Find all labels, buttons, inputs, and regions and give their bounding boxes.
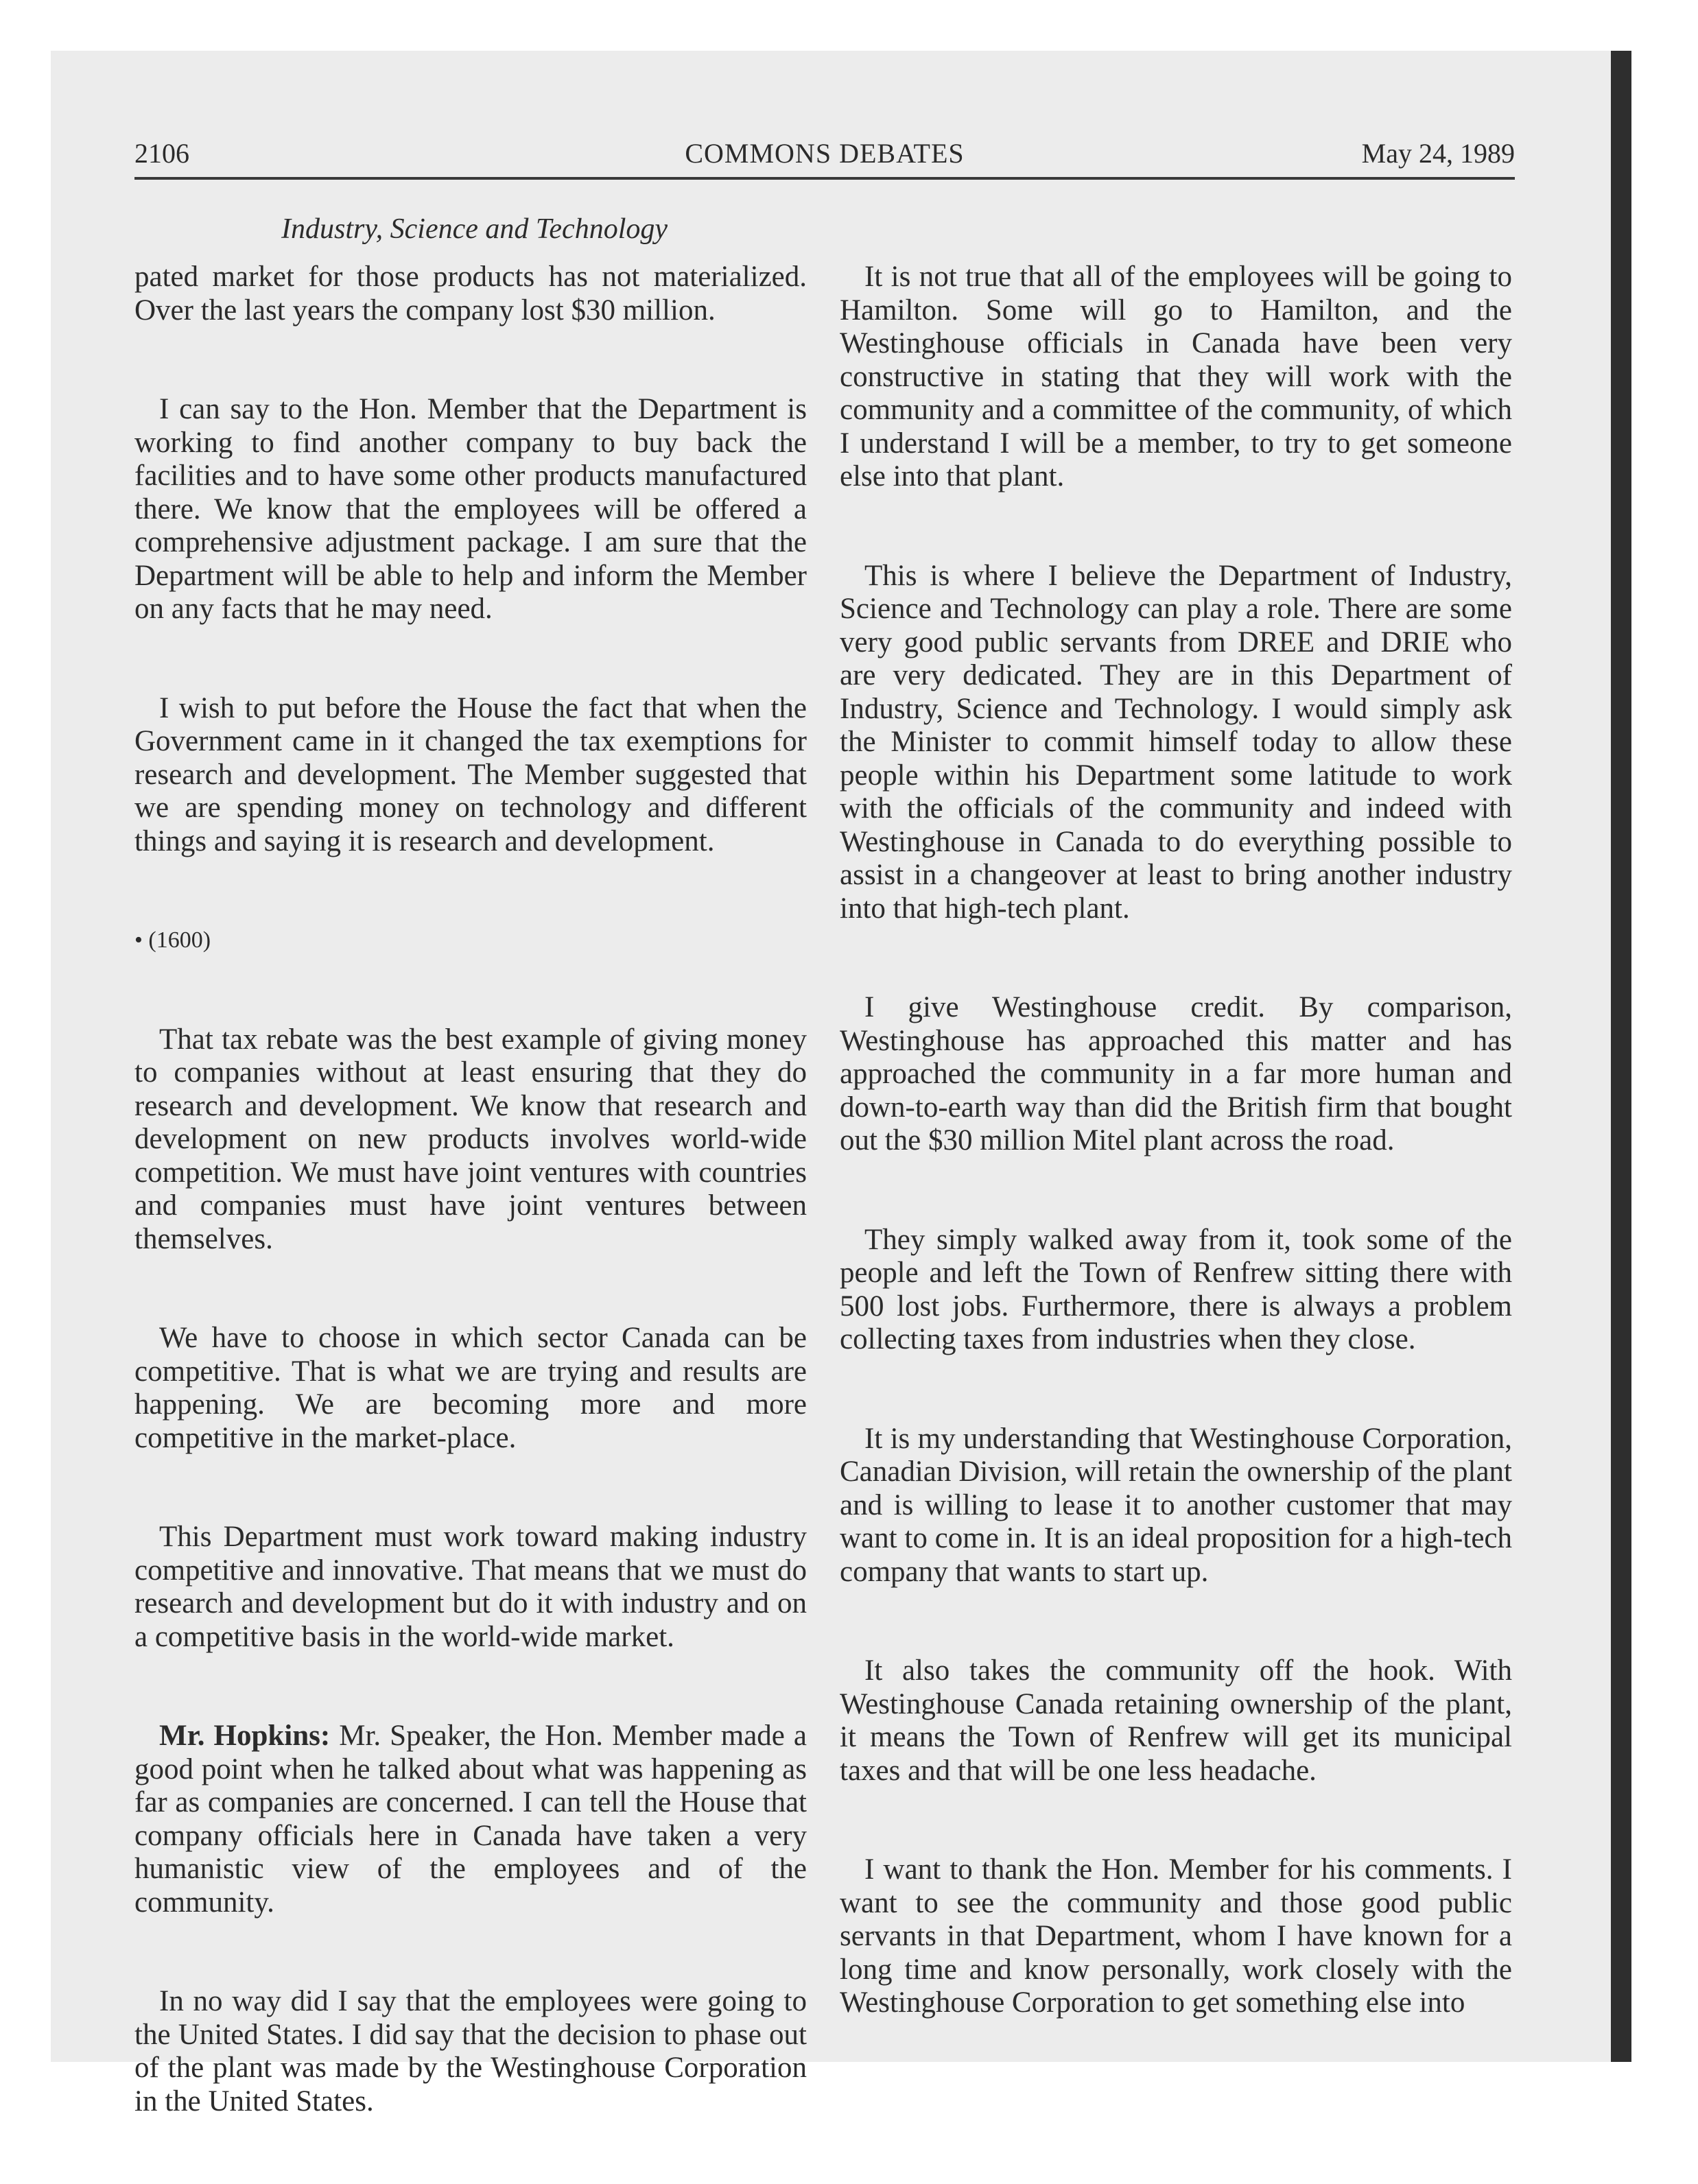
paragraph: This is where I believe the Department of Industry, Science and Technology can play a role. There are some very good public servants from DREE and DRIE who are very dedicated. They are in this Department of Industry, Science and Technology. I would simply ask the Minister to commit himself today to allow these people within his Department some latitude to work with the officials of the community and indeed with Westinghouse in Canada to do everything possible to assist in a changeover at least to bring another industry into that high-tech plant. xyxy=(840,559,1512,925)
paragraph: They simply walked away from it, took some of the people and left the Town of Renfrew sitting there with 500 lost jobs. Furthermore, there is always a problem collecting taxes from industries when they close. xyxy=(840,1223,1512,1355)
section-heading: Industry, Science and Technology xyxy=(281,213,668,245)
right-column xyxy=(840,261,1512,2086)
paragraph: pated market for those products has not materialized. Over the last years the company lost $30 million. xyxy=(134,261,807,327)
paragraph: We have to choose in which sector Canada can be competitive. That is what we are trying and results are happening. We are becoming more and more competitive in the market-place. xyxy=(134,1322,807,1454)
left-column xyxy=(134,261,807,2184)
paragraph: I give Westinghouse credit. By comparison, Westinghouse has approached this matter and has approached the community in a far more human and down-to-earth way than did the British firm that bought out the $30 million Mitel plant across the road. xyxy=(840,991,1512,1156)
paragraph: In no way did I say that the employees were going to the United States. I did say that the decision to phase out of the plant was made by the Westinghouse Corporation in the United States. xyxy=(134,1985,807,2117)
paragraph: It also takes the community off the hook. With Westinghouse Canada retaining ownership of the plant, it means the Town of Renfrew will get its municipal taxes and that will be one less headache. xyxy=(840,1654,1512,1787)
paragraph: It is my understanding that Westinghouse Corporation, Canadian Division, will retain the ownership of the plant and is willing to lease it to another customer that may want to come in. It is an ideal proposition for a high-tech company that wants to start up. xyxy=(840,1422,1512,1588)
paragraph: I wish to put before the House the fact that when the Government came in it changed the tax exemptions for research and development. The Member suggested that we are spending money on technology and different things and saying it is research and development. xyxy=(134,691,807,857)
paragraph: It is not true that all of the employees will be going to Hamilton. Some will go to Hamilton, and the Westinghouse officials in Canada have been very constructive in stating that they will work with the community and a committee of the community, of which I understand I will be a member, to try to get someone else into that plant. xyxy=(840,261,1512,492)
scan-edge-strip xyxy=(1611,51,1631,2062)
header-rule xyxy=(134,177,1515,180)
journal-title: COMMONS DEBATES xyxy=(685,138,965,169)
time-marker: • (1600) xyxy=(134,927,211,953)
speaker-paragraph xyxy=(134,1720,807,1919)
paragraph: I want to thank the Hon. Member for his comments. I want to see the community and those good public servants in that Department, whom I have known for a long time and know personally, work closely with the Westinghouse Corporation to get something else into xyxy=(840,1853,1512,2019)
speaker-text: Mr. Speaker, the Hon. Member made a good point when he talked about what was happening as far as companies are concerned. I can tell the House that company officials here in Canada have taken a very humanistic view of the employees and of the community. xyxy=(134,1720,807,1919)
issue-date: May 24, 1989 xyxy=(1361,138,1515,169)
paragraph: I can say to the Hon. Member that the Department is working to find another company to buy back the facilities and to have some other products manufactured there. We know that the employees will be offered a comprehensive adjustment package. I am sure that the Department will be able to help and inform the Member on any facts that he may need. xyxy=(134,393,807,625)
paragraph: This Department must work toward making industry competitive and innovative. That means that we must do research and development but do it with industry and on a competitive basis in the world-wide market. xyxy=(134,1521,807,1653)
speaker-name: Mr. Hopkins: xyxy=(159,1720,331,1752)
page-number: 2106 xyxy=(134,138,189,169)
page-header xyxy=(134,134,1515,180)
paragraph: That tax rebate was the best example of giving money to companies without at least ensuring that they do research and development. We know that research and development on new products involves world-wide competition. We must have joint ventures with countries and companies must have joint ventures between themselves. xyxy=(134,1023,807,1255)
